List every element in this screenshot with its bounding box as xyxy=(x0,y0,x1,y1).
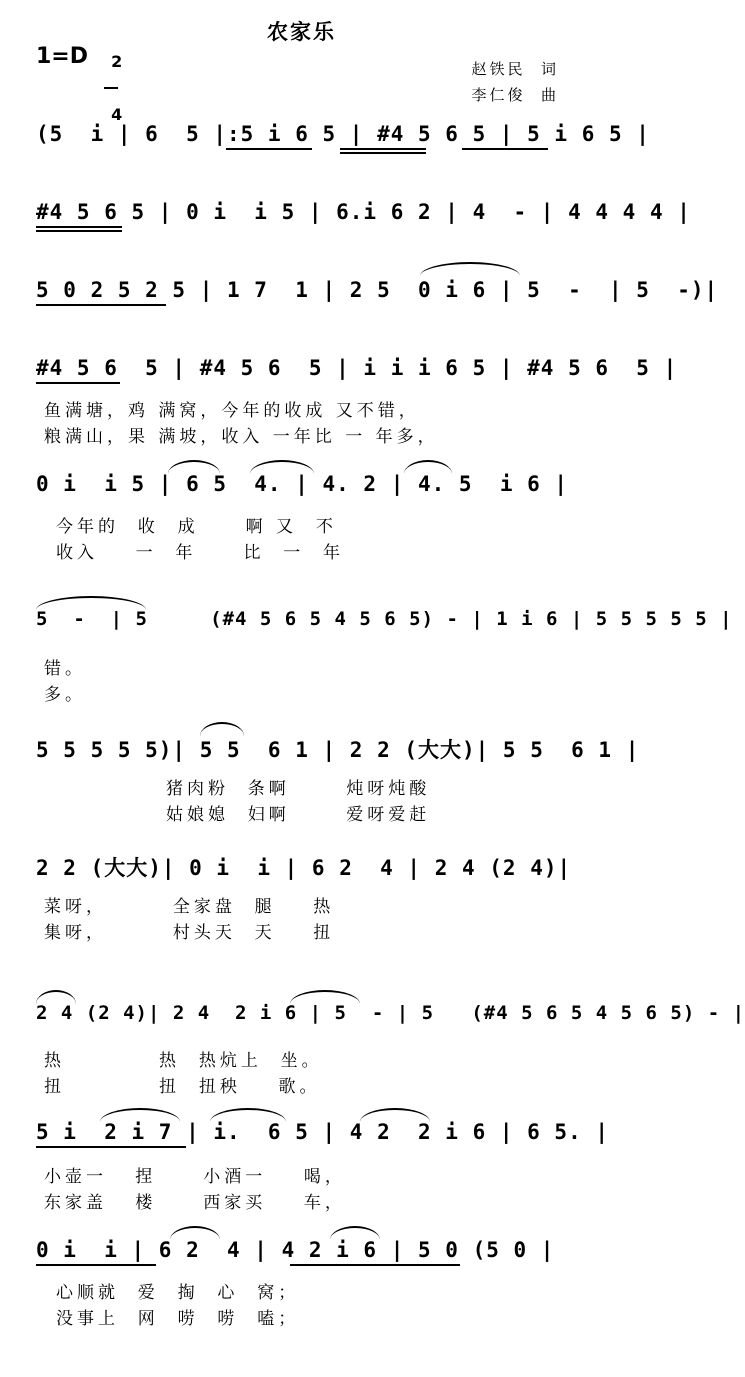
beam-line xyxy=(36,304,166,306)
beam-line xyxy=(36,226,122,228)
beam-line xyxy=(36,382,120,384)
score-row-4-notes: #4 5 6 5 | #4 5 6 5 | i i i 6 5 | #4 5 6 5 | xyxy=(36,356,678,380)
score-row-10-lyrics-verse2: 东家盖 楼 西家买 车， xyxy=(44,1193,346,1213)
score-row-6-lyrics-verse1: 错。 xyxy=(44,659,86,679)
time-numerator: 2 xyxy=(111,52,123,71)
score-row-10-notes: 5 i 2 i 7 | i. 6 5 | 4 2 2 i 6 | 6 5. | xyxy=(36,1120,610,1144)
score-row-8-lyrics-verse1: 菜呀， 全家盘 腿 热 xyxy=(44,897,335,917)
beam-line xyxy=(340,152,426,154)
slur-mark xyxy=(360,1108,430,1122)
time-signature xyxy=(100,36,122,123)
time-denominator: 4 xyxy=(111,105,123,124)
score-row-9-lyrics-verse1: 热 热 热炕上 坐。 xyxy=(44,1051,323,1071)
score-row-4-lyrics-verse1: 鱼满塘，鸡 满窝，今年的收成 又不错， xyxy=(44,401,420,421)
slur-mark xyxy=(100,1108,180,1122)
slur-mark xyxy=(210,1108,286,1122)
score-row-8-notes: 2 2 (大大)| 0 i i | 6 2 4 | 2 4 (2 4)| xyxy=(36,856,572,880)
slur-mark xyxy=(36,596,146,610)
slur-mark xyxy=(330,1226,380,1240)
key-signature: 1=D xyxy=(36,44,89,69)
slur-mark xyxy=(420,262,520,276)
score-row-2-notes: #4 5 6 5 | 0 i i 5 | 6.i 6 2 | 4 - | 4 4 4 4 | xyxy=(36,200,691,224)
slur-mark xyxy=(170,1226,220,1240)
score-row-11-lyrics-verse1: 心顺就 爱 掏 心 窝； xyxy=(56,1283,300,1303)
score-row-3-notes: 5 0 2 5 2 5 | 1 7 1 | 2 5 0 i 6 | 5 - | 5 -)| xyxy=(36,278,719,302)
score-row-7-lyrics-verse1: 猪肉粉 条啊 炖呀炖酸 xyxy=(166,779,431,799)
score-row-1-notes: (5 i | 6 5 |:5 i 6 5 | #4 5 6 5 | 5 i 6 5 | xyxy=(36,122,650,146)
score-row-8-lyrics-verse2: 集呀， 村头天 天 扭 xyxy=(44,923,335,943)
score-row-7-lyrics-verse2: 姑娘媳 妇啊 爱呀爱赶 xyxy=(166,805,431,825)
score-row-9-lyrics-verse2: 扭 扭 扭秧 歌。 xyxy=(44,1077,321,1097)
slur-mark xyxy=(200,722,244,736)
slur-mark xyxy=(290,990,360,1004)
slur-mark xyxy=(36,990,76,1004)
beam-line xyxy=(226,148,312,150)
score-row-11-lyrics-verse2: 没事上 网 唠 唠 嗑； xyxy=(56,1309,300,1329)
slur-mark xyxy=(168,460,220,474)
score-row-11-notes: 0 i i | 6 2 4 | 4 2 i 6 | 5 0 (5 0 | xyxy=(36,1238,555,1262)
score-row-4-lyrics-verse2: 粮满山，果 满坡，收入 一年比 一 年多， xyxy=(44,427,439,447)
score-row-10-lyrics-verse1: 小壶一 捏 小酒一 喝， xyxy=(44,1167,346,1187)
beam-line xyxy=(36,1264,156,1266)
score-row-5-lyrics-verse2: 收入 一 年 比 一 年 xyxy=(56,543,345,563)
score-row-6-notes: 5 - | 5 (#4 5 6 5 4 5 6 5) - | 1 i 6 | 5 5 5 5 5 | xyxy=(36,608,733,630)
score-row-6-lyrics-verse2: 多。 xyxy=(44,685,86,705)
beam-line xyxy=(36,230,122,232)
beam-line xyxy=(340,148,426,150)
composer-credit: 李仁俊 曲 xyxy=(471,86,559,104)
score-row-5-lyrics-verse1: 今年的 收 成 啊 又 不 xyxy=(56,517,337,537)
song-title: 农家乐 xyxy=(267,20,336,44)
slur-mark xyxy=(404,460,452,474)
beam-line xyxy=(36,1146,186,1148)
lyricist-credit: 赵铁民 词 xyxy=(471,60,559,78)
time-fraction-bar xyxy=(104,87,118,89)
beam-line xyxy=(290,1264,460,1266)
score-row-9-notes: 2 4 (2 4)| 2 4 2 i 6 | 5 - | 5 (#4 5 6 5 4 5 6 5) - | xyxy=(36,1002,745,1024)
score-row-7-notes: 5 5 5 5 5)| 5 5 6 1 | 2 2 (大大)| 5 5 6 1 | xyxy=(36,738,640,762)
beam-line xyxy=(462,148,548,150)
score-row-5-notes: 0 i i 5 | 6 5 4. | 4. 2 | 4. 5 i 6 | xyxy=(36,472,569,496)
slur-mark xyxy=(250,460,314,474)
